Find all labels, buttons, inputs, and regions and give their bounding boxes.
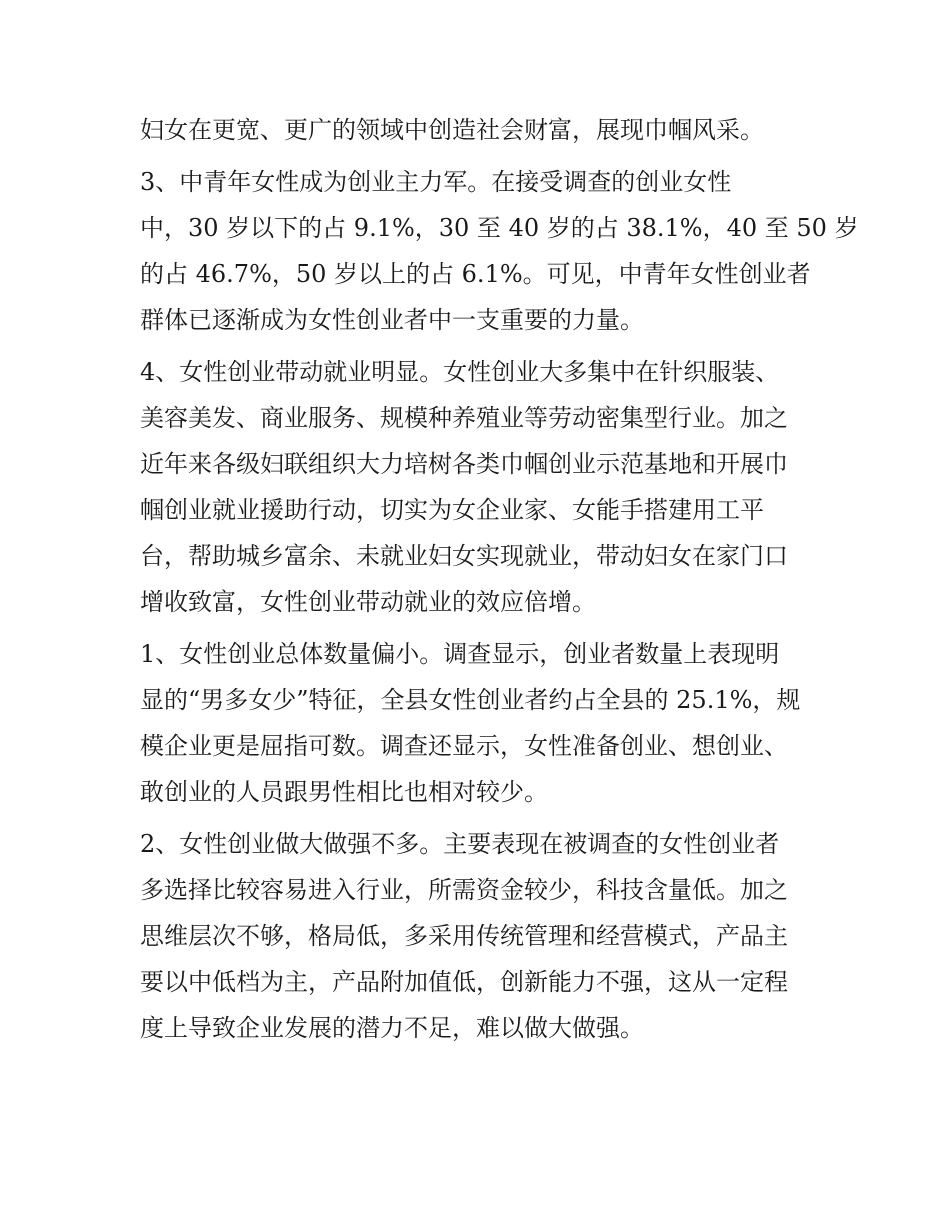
text-line: 的占 46.7%，50 岁以上的占 6.1%。可见，中青年女性创业者	[140, 260, 811, 288]
text-line: 敢创业的人员跟男性相比也相对较少。	[140, 778, 548, 806]
text-line: 增收致富，女性创业带动就业的效应倍增。	[140, 588, 596, 616]
text-line: 近年来各级妇联组织大力培树各类巾帼创业示范基地和开展巾	[140, 450, 788, 478]
text-line: 多选择比较容易进入行业，所需资金较少，科技含量低。加之	[140, 876, 788, 904]
paragraph-start-line: 3、中青年女性成为创业主力军。在接受调查的创业女性	[140, 168, 732, 196]
text-line: 显的“男多女少”特征，全县女性创业者约占全县的 25.1%，规	[140, 686, 801, 714]
text-line: 群体已逐渐成为女性创业者中一支重要的力量。	[140, 306, 644, 334]
document-body	[140, 107, 859, 1051]
text-line: 要以中低档为主，产品附加值低，创新能力不强，这从一定程	[140, 968, 788, 996]
text-line: 模企业更是屈指可数。调查还显示，女性准备创业、想创业、	[140, 732, 788, 760]
paragraph-start-line: 1、女性创业总体数量偏小。调查显示，创业者数量上表现明	[140, 640, 780, 668]
text-line: 思维层次不够，格局低，多采用传统管理和经营模式，产品主	[140, 922, 788, 950]
text-line: 台，帮助城乡富余、未就业妇女实现就业，带动妇女在家门口	[140, 542, 788, 570]
text-line: 妇女在更宽、更广的领域中创造社会财富，展现巾帼风采。	[140, 116, 764, 144]
text-line: 度上导致企业发展的潜力不足，难以做大做强。	[140, 1014, 644, 1042]
text-line: 美容美发、商业服务、规模种养殖业等劳动密集型行业。加之	[140, 404, 788, 432]
paragraph-start-line: 4、女性创业带动就业明显。女性创业大多集中在针织服装、	[140, 358, 780, 386]
text-line: 中，30 岁以下的占 9.1%，30 至 40 岁的占 38.1%，40 至 50 岁	[140, 214, 859, 242]
paragraph-start-line: 2、女性创业做大做强不多。主要表现在被调查的女性创业者	[140, 830, 780, 858]
text-line: 帼创业就业援助行动，切实为女企业家、女能手搭建用工平	[140, 496, 764, 524]
